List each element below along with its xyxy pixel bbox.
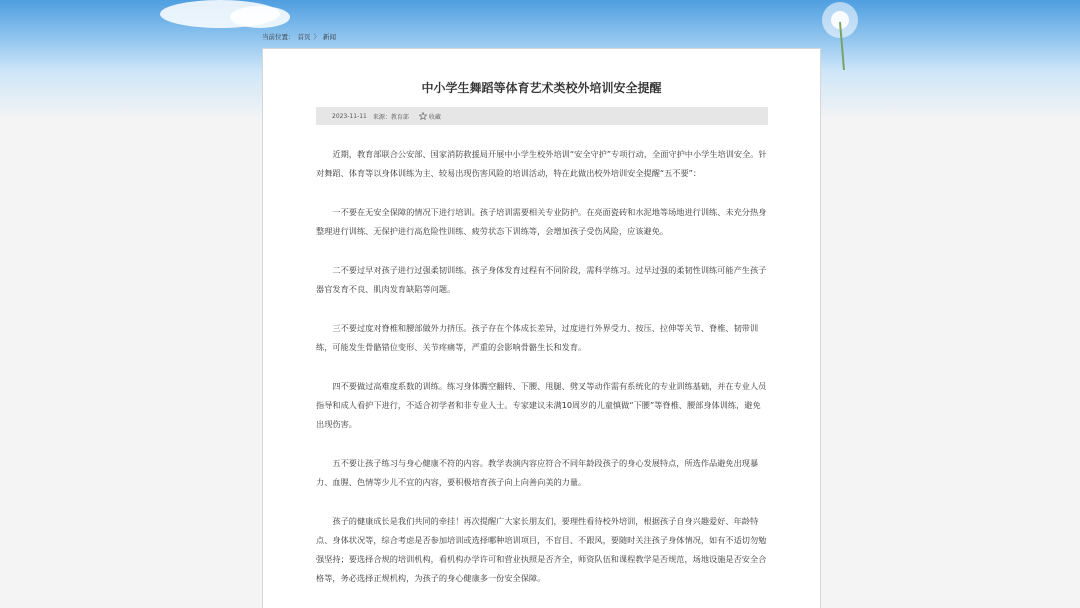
favorite-button[interactable]	[419, 112, 441, 121]
article-paragraph: 二不要过早对孩子进行过强柔韧训练。孩子身体发育过程有不同阶段，需科学练习。过早过强的柔韧性训练可能产生孩子器官发育不良、肌肉发育缺陷等问题。	[316, 265, 767, 294]
article-meta-bar	[316, 107, 768, 125]
article-date: 2023-11-11	[332, 112, 367, 120]
breadcrumb-current-link[interactable]: 新闻	[323, 33, 336, 41]
breadcrumb-prefix: 当前位置：	[262, 33, 295, 41]
article-body	[316, 145, 768, 608]
breadcrumb	[262, 32, 336, 41]
article-source: 来源：教育部	[372, 113, 409, 121]
cloud-decoration	[230, 6, 290, 28]
star-icon	[419, 112, 427, 120]
article-title: 中小学生舞蹈等体育艺术类校外培训安全提醒	[421, 81, 662, 95]
article-paragraph: 三不要过度对脊椎和腰部做外力挤压。孩子存在个体成长差异，过度进行外界受力、按压、拉伸等关节、脊椎、韧带训练，可能发生骨骼错位变形、关节疼痛等，严重的会影响骨骼生长和发育。	[316, 323, 759, 352]
breadcrumb-home-link[interactable]: 首页	[297, 33, 311, 41]
article-container	[262, 48, 821, 608]
favorite-label: 收藏	[428, 113, 441, 121]
article-paragraph: 五不要让孩子练习与身心健康不符的内容。教学表演内容应符合不同年龄段孩子的身心发展特点，所选作品避免出现暴力、血腥、色情等少儿不宜的内容，要积极培育孩子向上向善向美的力量。	[316, 458, 759, 487]
article-paragraph: 孩子的健康成长是我们共同的牵挂！再次提醒广大家长朋友们，要理性看待校外培训，根据孩子自身兴趣爱好、年龄特点、身体状况等，综合考虑是否参加培训或选择哪种培训项目，不盲目、不跟风，要随时关注孩子身体情况，如有不适切勿勉强坚持；要选择合规的培训机构，看机构办学许可和营业执照是否齐全，师资队伍和课程教学是否规范，场地设施是否安全合格等，务必选择正规机构，为孩子的身心健康多一份安全保障。	[316, 516, 767, 583]
article-paragraph: 一不要在无安全保障的情况下进行培训。孩子培训需要相关专业防护。在亮面瓷砖和水泥地等场地进行训练、未充分热身整理进行训练、无保护进行高危险性训练、疲劳状态下训练等，会增加孩子受伤风险，应该避免。	[316, 207, 767, 236]
article-paragraph: 四不要做过高难度系数的训练。练习身体腾空翻转、下腰、甩腿、劈叉等动作需有系统化的专业训练基础，并在专业人员指导和成人看护下进行，不适合初学者和非专业人士。专家建议未满10周岁的儿童慎做“下腰”等脊椎、腰部身体训练，避免出现伤害。	[316, 381, 767, 429]
breadcrumb-separator: 〉	[313, 33, 320, 41]
article-paragraph: 近期，教育部联合公安部、国家消防救援局开展中小学生校外培训“安全守护”专项行动，全面守护中小学生培训安全。针对舞蹈、体育等以身体训练为主、较易出现伤害风险的培训活动，特在此做出校外培训安全提醒“五不要”：	[316, 149, 767, 178]
